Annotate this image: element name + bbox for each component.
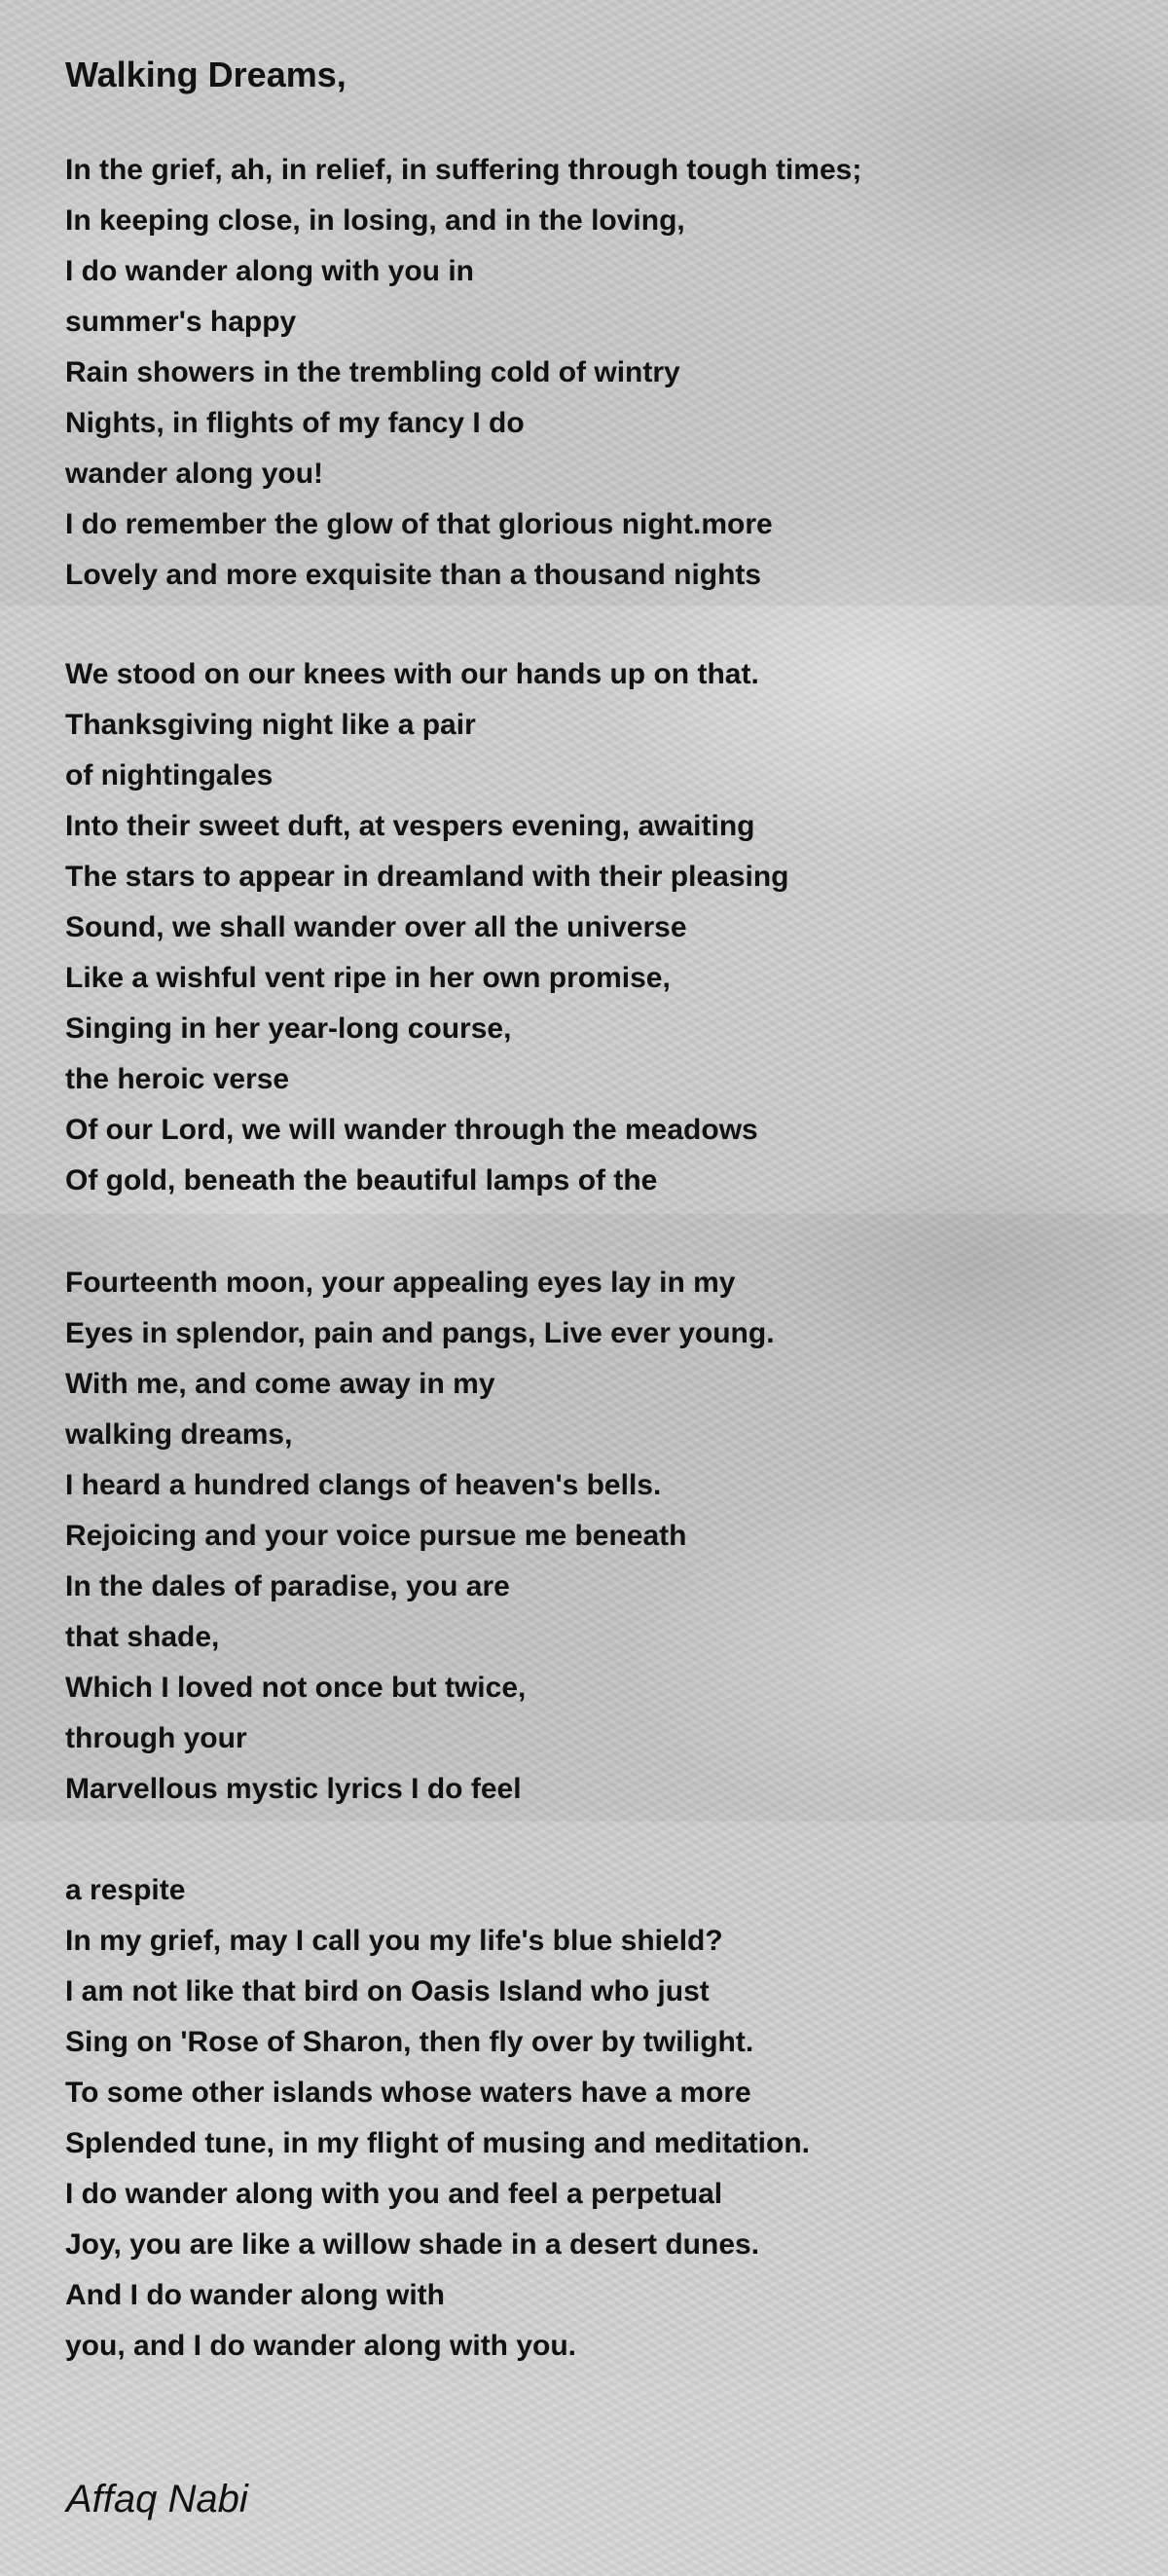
poem-line: the heroic verse — [65, 1063, 290, 1095]
stanza-2 — [65, 649, 789, 1206]
poem-line: Singing in her year-long course, — [65, 1012, 512, 1045]
poem-line: Joy, you are like a willow shade in a desert dunes. — [65, 2228, 760, 2261]
stanza-4 — [65, 1865, 810, 2372]
poem-line: Of gold, beneath the beautiful lamps of the — [65, 1164, 658, 1196]
poem-line: Eyes in splendor, pain and pangs, Live ever young. — [65, 1317, 775, 1349]
poem-line: In keeping close, in losing, and in the loving, — [65, 204, 685, 237]
poem-line: Splended tune, in my flight of musing and meditation. — [65, 2127, 810, 2159]
poem-line: I am not like that bird on Oasis Island who just — [65, 1975, 710, 2007]
poem-line: Rain showers in the trembling cold of wintry — [65, 356, 680, 388]
poem-title: Walking Dreams, — [65, 55, 347, 94]
poem-line: Like a wishful vent ripe in her own promise, — [65, 962, 671, 994]
poem-line: Fourteenth moon, your appealing eyes lay in my — [65, 1267, 736, 1299]
poem-line: In the dales of paradise, you are — [65, 1570, 510, 1602]
poem-line: Rejoicing and your voice pursue me beneath — [65, 1520, 687, 1552]
poem-line: In my grief, may I call you my life's blue shield? — [65, 1925, 723, 1957]
poem-line: Of our Lord, we will wander through the meadows — [65, 1114, 758, 1146]
poem-line: I do wander along with you and feel a perpetual — [65, 2178, 723, 2210]
poem-line: Lovely and more exquisite than a thousand nights — [65, 559, 762, 591]
poem-author: Affaq Nabi — [66, 2478, 248, 2521]
poem-line: I heard a hundred clangs of heaven's bells. — [65, 1469, 662, 1501]
poem-line: wander along you! — [65, 458, 324, 490]
stanza-3 — [65, 1258, 775, 1815]
stanza-1 — [65, 145, 861, 601]
poem-line: We stood on our knees with our hands up on that. — [65, 658, 759, 690]
poem-line: summer's happy — [65, 306, 297, 338]
poem-line: I do wander along with you in — [65, 255, 474, 287]
poem-line: Thanksgiving night like a pair — [65, 709, 476, 741]
poem-line: In the grief, ah, in relief, in suffering through tough times; — [65, 154, 862, 186]
poem-line: a respite — [65, 1874, 186, 1906]
poem-line: The stars to appear in dreamland with their pleasing — [65, 861, 789, 893]
poem-line: Marvellous mystic lyrics I do feel — [65, 1773, 522, 1805]
poem-line: With me, and come away in my — [65, 1368, 495, 1400]
poem-line: of nightingales — [65, 759, 274, 791]
poem-line: Sound, we shall wander over all the universe — [65, 911, 687, 943]
poem-line: To some other islands whose waters have a more — [65, 2077, 751, 2109]
poem-line: I do remember the glow of that glorious night.more — [65, 508, 773, 540]
poem-line: through your — [65, 1722, 247, 1754]
poem-line: you, and I do wander along with you. — [65, 2330, 577, 2362]
poem-line: walking dreams, — [65, 1418, 293, 1451]
poem-line: Nights, in flights of my fancy I do — [65, 407, 525, 439]
poem-line: Sing on 'Rose of Sharon, then fly over by twilight. — [65, 2026, 754, 2058]
poem-line: And I do wander along with — [65, 2279, 445, 2311]
poem-line: Which I loved not once but twice, — [65, 1672, 527, 1704]
poem-line: Into their sweet duft, at vespers evening, awaiting — [65, 810, 755, 842]
poem-line: that shade, — [65, 1621, 220, 1653]
